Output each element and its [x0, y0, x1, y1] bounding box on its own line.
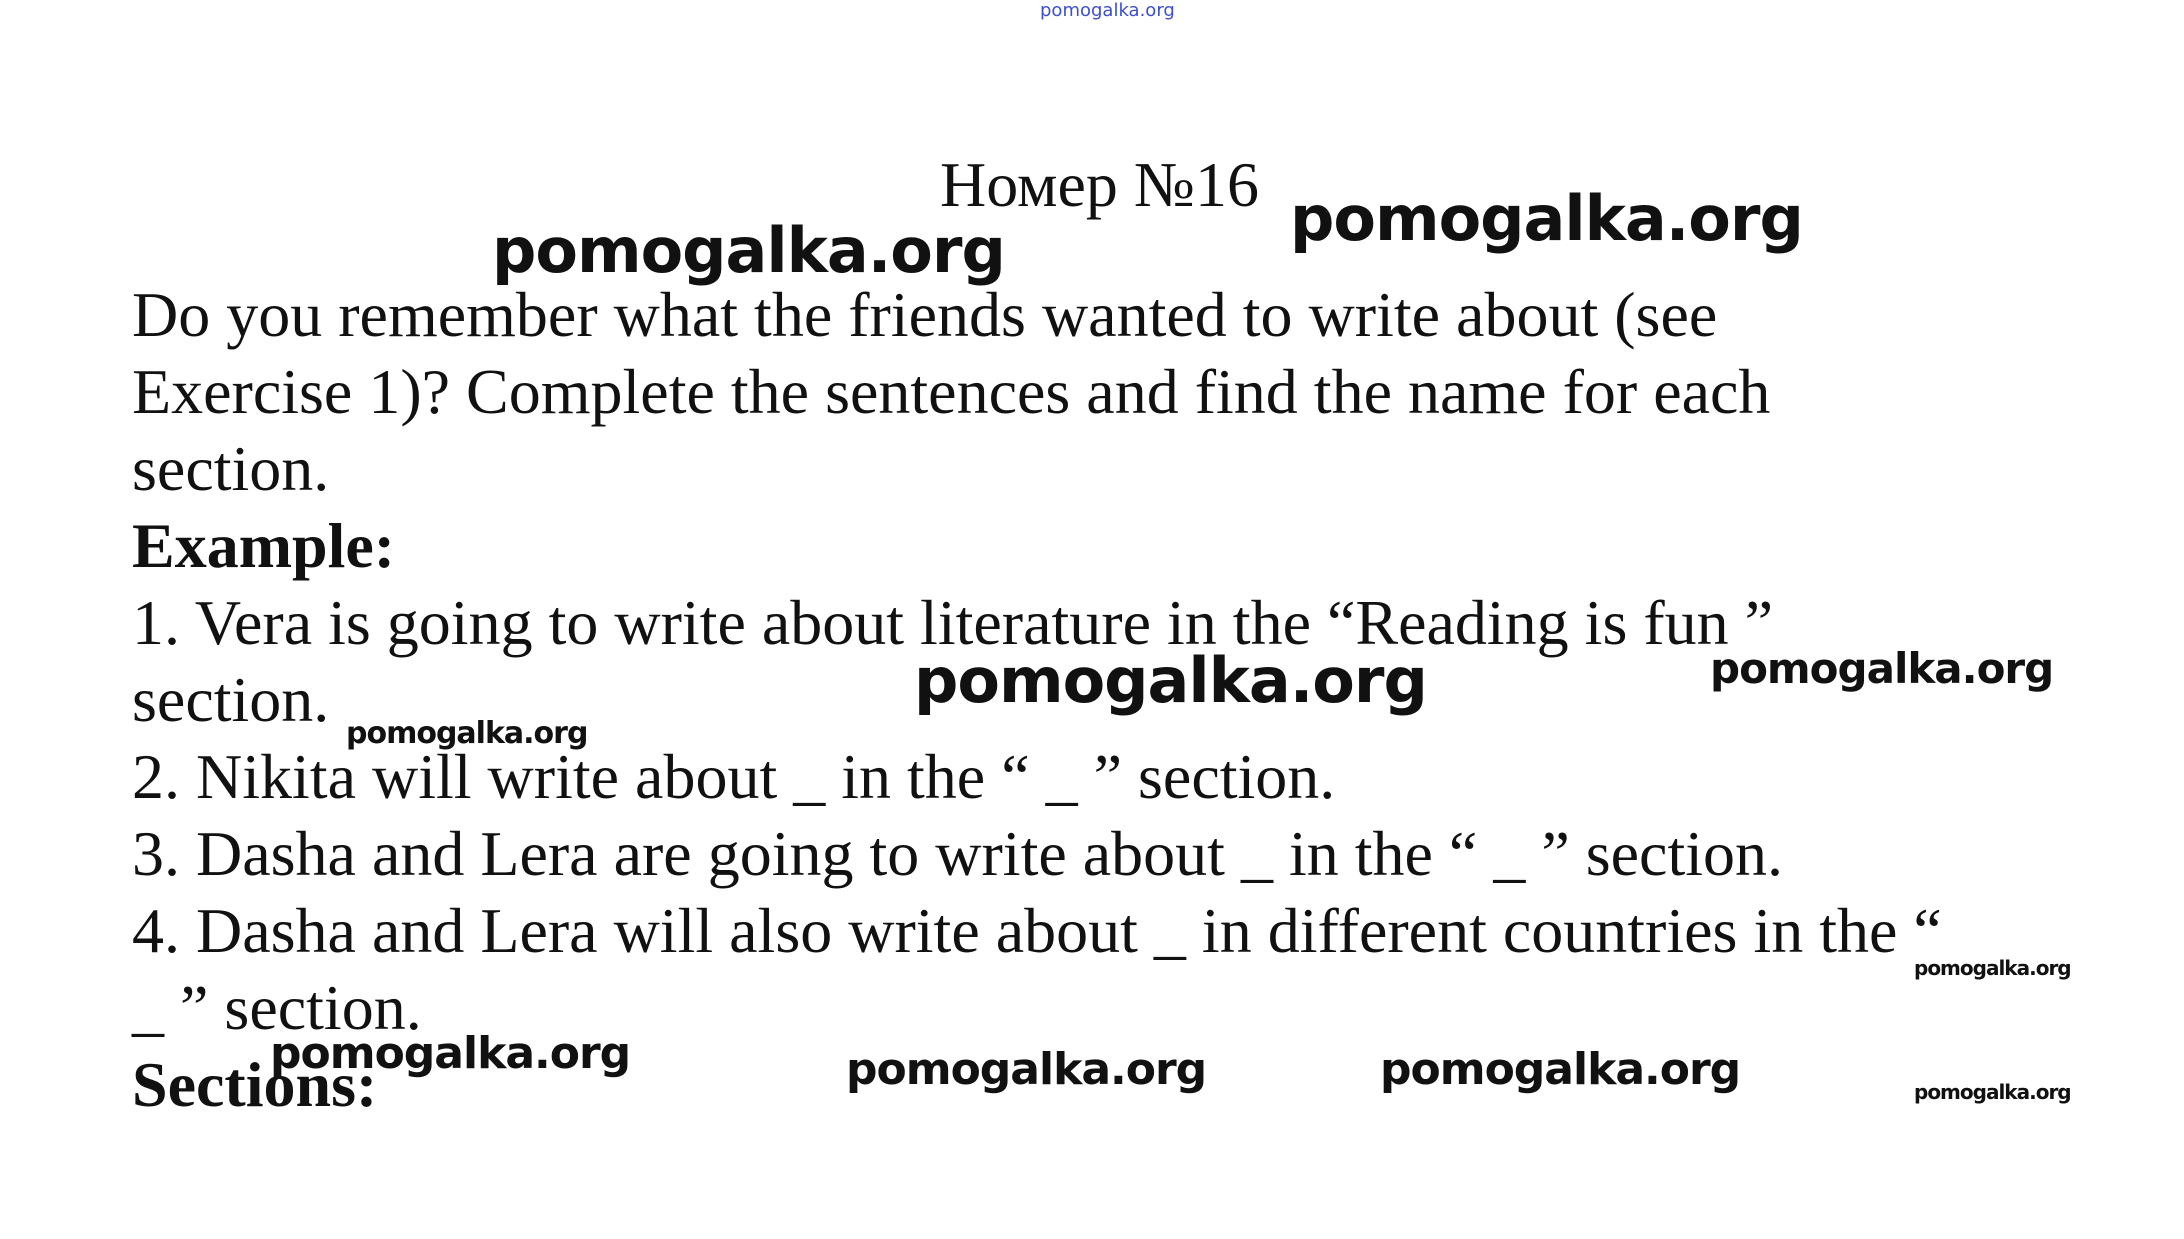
watermark: pomogalka.org — [914, 644, 1427, 717]
intro-line: Do you remember what the friends wanted to write about (see — [132, 279, 1718, 350]
watermark: pomogalka.org — [346, 716, 588, 751]
page-title: Номер №16 — [940, 149, 1259, 220]
example-label: Example: — [132, 510, 396, 581]
watermark: pomogalka.org — [1380, 1044, 1741, 1095]
intro-line: Exercise 1)? Complete the sentences and find the name for each — [132, 356, 1771, 427]
intro-line: section. — [132, 433, 330, 504]
item-line: 2. Nikita will write about _ in the “ _ ” section. — [132, 741, 1336, 812]
watermark: pomogalka.org — [492, 214, 1005, 287]
watermark: pomogalka.org — [1914, 956, 2071, 980]
top-watermark: pomogalka.org — [1040, 0, 1175, 21]
item-line: 4. Dasha and Lera will also write about _ in different countries in the “ — [132, 895, 1942, 966]
item-line: _ ” section. — [132, 972, 422, 1043]
watermark: pomogalka.org — [270, 1028, 631, 1079]
watermark: pomogalka.org — [1914, 1080, 2071, 1104]
watermark: pomogalka.org — [1710, 644, 2054, 693]
sections-label: Sections: — [132, 1049, 378, 1120]
watermark: pomogalka.org — [846, 1044, 1207, 1095]
item-line: 1. Vera is going to write about literature in the “Reading is fun ” — [132, 587, 1774, 658]
item-line: 3. Dasha and Lera are going to write about _ in the “ _ ” section. — [132, 818, 1783, 889]
item-line: section. — [132, 664, 330, 735]
watermark: pomogalka.org — [1290, 182, 1803, 255]
